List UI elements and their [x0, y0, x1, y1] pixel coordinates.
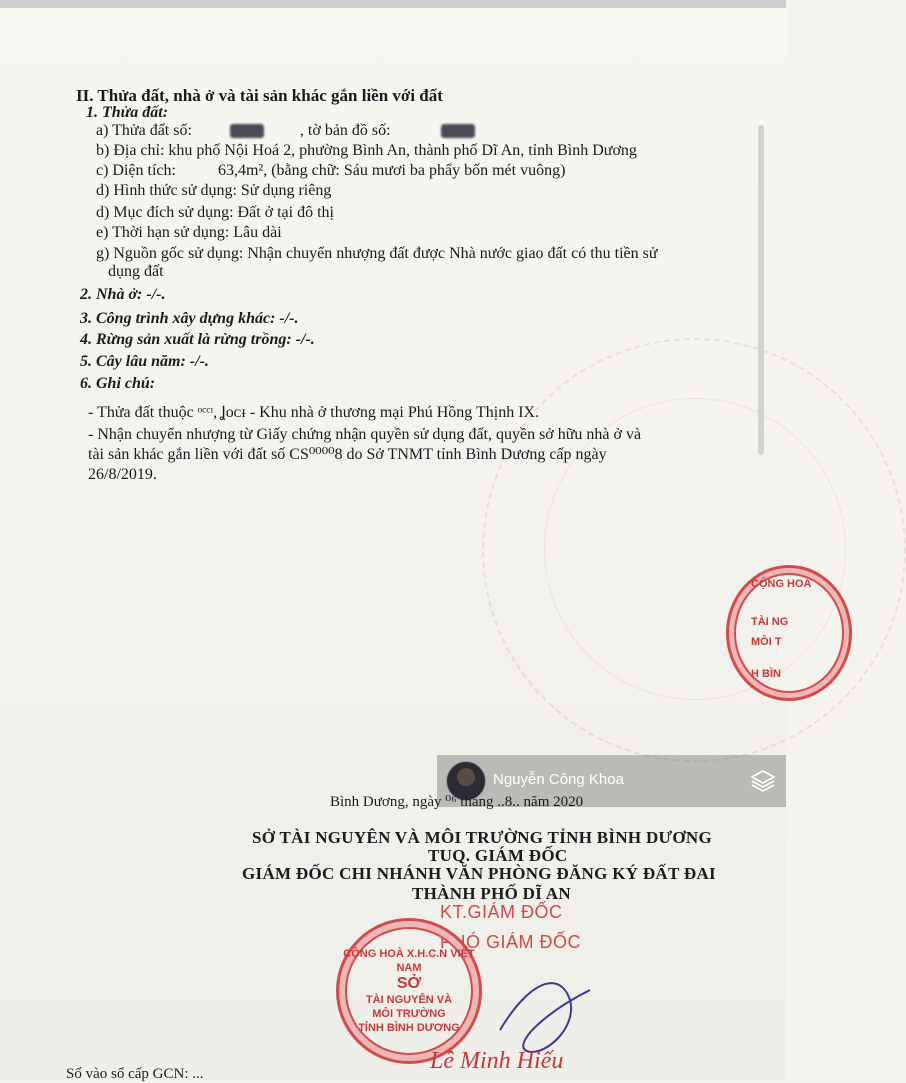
note-4: 26/8/2019. — [88, 466, 157, 483]
note-2: - Nhận chuyển nhượng từ Giấy chứng nhận quyền sử dụng đất, quyền sở hữu nhà ở và — [88, 426, 642, 443]
issue-date: Bình Dương, ngày ⁰⁶ tháng ..8.. năm 2020 — [330, 794, 584, 810]
top-bar — [0, 0, 786, 8]
seal-line1: SỞ — [396, 975, 422, 992]
stamp-right-partial — [726, 565, 852, 701]
note-3: tài sản khác gắn liền với đất số CS⁰⁰⁰⁰8 do Sở TNMT tỉnh Bình Dương cấp ngày — [88, 446, 607, 463]
use-origin: g) Nguồn gốc sử dụng: Nhận chuyển nhượng đất được Nhà nước giao đất có thu tiền sử — [96, 245, 658, 262]
stamp-right-line1: TÀI NG — [751, 616, 789, 628]
seal-ring-text: CỘNG HOÀ X.H.C.N VIỆT NAM — [343, 948, 475, 974]
stamp-right-line2: MÔI T — [751, 636, 782, 648]
signer-name: Lê Minh Hiếu — [430, 1048, 564, 1074]
stamp-right-bottom: H BÌN — [751, 668, 781, 680]
part1-title: 1. Thửa đất: — [86, 104, 169, 121]
deputy-director-title: PHÓ GIÁM ĐỐC — [440, 932, 582, 952]
redacted-map-number — [441, 124, 475, 138]
section-title: II. Thửa đất, nhà ở và tài sản khác gắn liền với đất — [76, 86, 443, 105]
seal-bottom: TỈNH BÌNH DƯƠNG — [358, 1022, 460, 1034]
use-term: e) Thời hạn sử dụng: Lâu dài — [96, 224, 282, 241]
map-sheet-label: , tờ bản đồ số: — [299, 122, 391, 139]
use-form: d) Hình thức sử dụng: Sử dụng riêng — [96, 182, 332, 199]
layers-icon[interactable] — [750, 768, 776, 794]
land-area — [96, 161, 565, 181]
city-name: THÀNH PHỐ DĨ AN — [412, 884, 571, 903]
stamp-right-ring: CỘNG HOÀ — [751, 578, 812, 590]
certificate-register-number: Số vào sổ cấp GCN: ... — [66, 1066, 204, 1082]
authorized-director: TUQ. GIÁM ĐỐC — [428, 846, 568, 865]
land-parcel-number — [96, 121, 481, 141]
part5-perennial: 5. Cây lâu năm: -/-. — [80, 353, 209, 370]
use-origin-cont: dụng đất — [108, 263, 164, 280]
page-scrollbar[interactable] — [758, 125, 764, 455]
deputy-title: KT.GIÁM ĐỐC — [440, 902, 563, 922]
part3-other-works: 3. Công trình xây dựng khác: -/-. — [80, 310, 299, 327]
seal-line2: TÀI NGUYÊN VÀ — [365, 994, 453, 1006]
redacted-parcel-number — [230, 124, 264, 138]
land-address: b) Địa chỉ: khu phố Nội Hoá 2, phường Bình An, thành phố Dĩ An, tỉnh Bình Dương — [96, 142, 637, 159]
department-name: SỞ TÀI NGUYÊN VÀ MÔI TRƯỜNG TỈNH BÌNH DƯƠNG — [252, 828, 712, 847]
note-1: - Thửa đất thuộc ᵒ︎ᶜᶜᶦ, Ʝᴏᴄᵻ - Khu nhà ở thương mại Phú Hồng Thịnh IX. — [88, 404, 540, 421]
use-purpose: d) Mục đích sử dụng: Đất ở tại đô thị — [96, 204, 334, 221]
area-label: c) Diện tích: — [96, 162, 176, 179]
seal-line3: MÔI TRƯỜNG — [372, 1008, 446, 1020]
part2-house: 2. Nhà ở: -/-. — [80, 286, 166, 303]
part4-forest: 4. Rừng sản xuất là rừng trồng: -/-. — [80, 331, 315, 348]
uploader-name[interactable]: Nguyễn Công Khoa — [493, 771, 624, 788]
parcel-label: a) Thửa đất số: — [96, 122, 192, 139]
area-value: 63,4m², (bằng chữ: Sáu mươi ba phẩy bốn mét vuông) — [217, 162, 566, 179]
official-seal — [336, 918, 482, 1064]
branch-director: GIÁM ĐỐC CHI NHÁNH VĂN PHÒNG ĐĂNG KÝ ĐẤT ĐAI — [242, 864, 716, 883]
part6-notes: 6. Ghi chú: — [80, 375, 156, 392]
